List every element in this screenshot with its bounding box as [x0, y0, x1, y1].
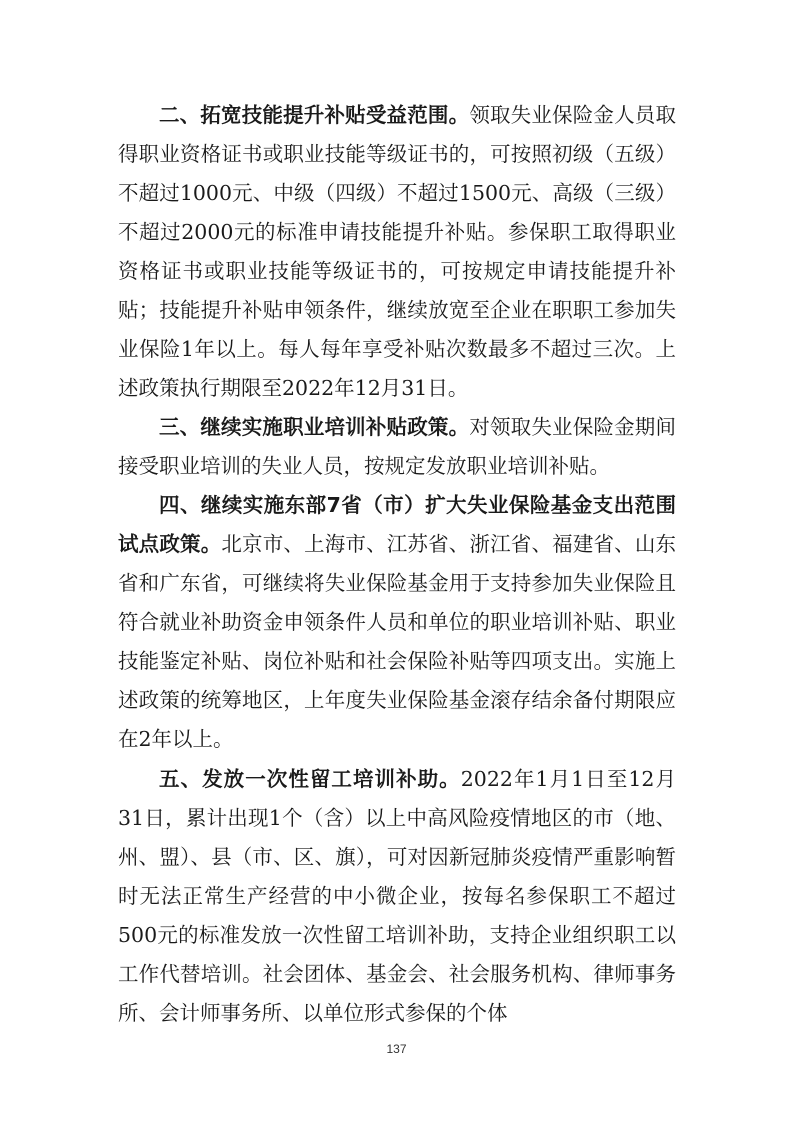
paragraph-retention-subsidy [118, 760, 676, 1033]
paragraph-training-subsidy [118, 408, 676, 486]
section-heading: 四、继续实施东部7省（市）扩大失业保险基金支出范围试点政策。 [118, 493, 676, 556]
paragraph-text: 2022年1月1日至12月31日，累计出现1个（含）以上中高风险疫情地区的市（地、州、盟）、县（市、区、旗），可对因新冠肺炎疫情严重影响暂时无法正常生产经营的中小微企业，按每名参保职工不超过500元的标准发放一次性留工培训补助，支持企业组织职工以工作代替培训。社会团体、基金会、社会服务机构、律师事务所、会计师事务所、以单位形式参保的个体 [118, 767, 677, 1025]
paragraph-text: 对领取失业保险金期间接受职业培训的失业人员，按规定发放职业培训补贴。 [118, 415, 676, 478]
section-heading: 三、继续实施职业培训补贴政策。 [159, 415, 470, 439]
paragraph-skill-subsidy [118, 96, 676, 408]
section-heading: 五、发放一次性留工培训补助。 [159, 767, 461, 791]
page-number: 137 [386, 1042, 407, 1056]
paragraph-eastern-pilot [118, 486, 676, 759]
paragraph-text: 北京市、上海市、江苏省、浙江省、福建省、山东省和广东省，可继续将失业保险基金用于支持参加失业保险且符合就业补助资金申领条件人员和单位的职业培训补贴、职业技能鉴定补贴、岗位补贴和社会保险补贴等四项支出。实施上述政策的统筹地区，上年度失业保险基金滚存结余备付期限应在2年以上。 [118, 532, 677, 751]
section-heading: 二、拓宽技能提升补贴受益范围。 [159, 103, 470, 127]
paragraph-text: 领取失业保险金人员取得职业资格证书或职业技能等级证书的，可按照初级（五级）不超过1000元、中级（四级）不超过1500元、高级（三级）不超过2000元的标准申请技能提升补贴。参保职工取得职业资格证书或职业技能等级证书的，可按规定申请技能提升补贴；技能提升补贴申领条件，继续放宽至企业在职职工参加失业保险1年以上。每人每年享受补贴次数最多不超过三次。上述政策执行期限至2022年12月31日。 [118, 103, 676, 400]
document-body [118, 96, 676, 1033]
